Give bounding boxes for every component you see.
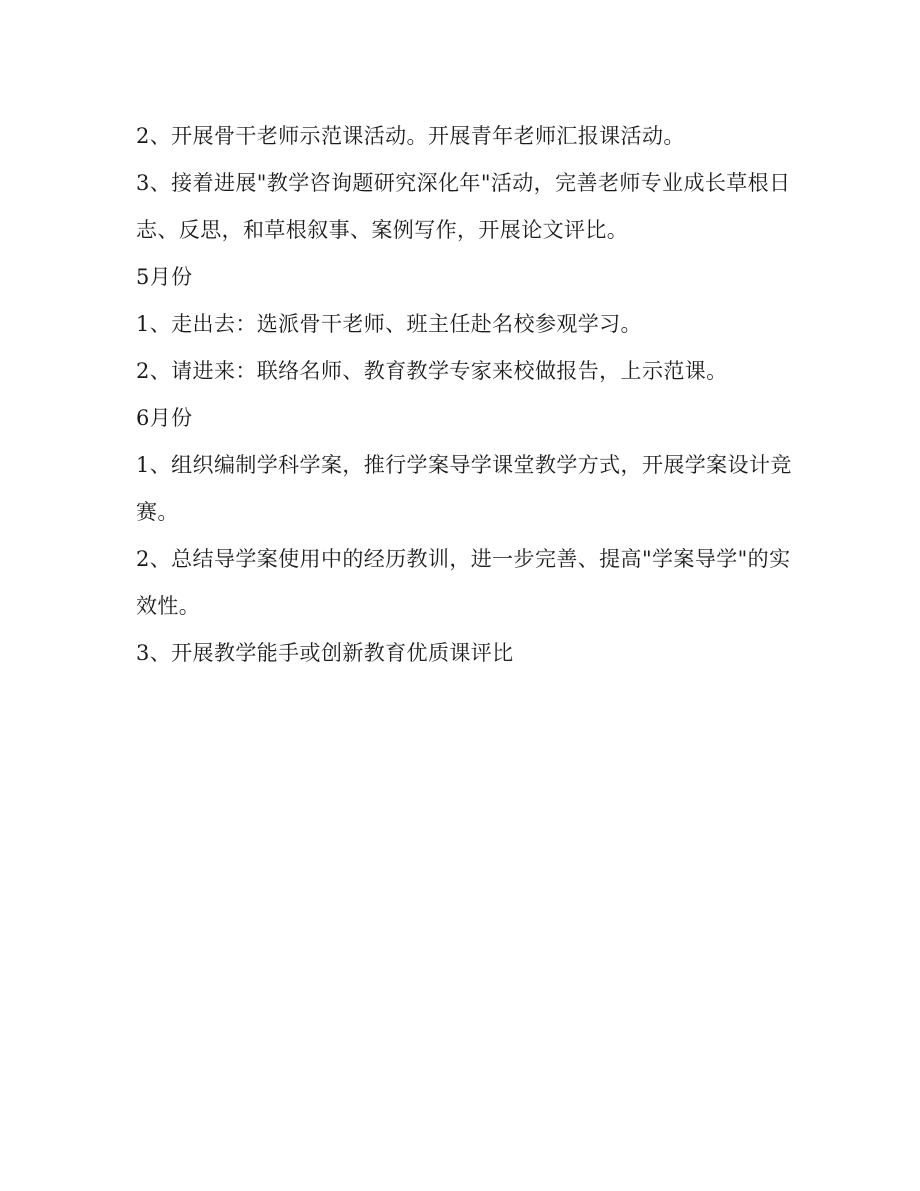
may-item-1: 1、走出去：选派骨干老师、班主任赴名校参观学习。 [136,312,642,336]
june-item-2-cont: 效性。 [136,594,201,618]
june-item-3: 3、开展教学能手或创新教育优质课评比 [136,641,514,665]
june-item-1-cont: 赛。 [136,500,179,524]
item-3-research-year: 3、接着进展"教学咨询题研究深化年"活动，完善老师专业成长草根日 [136,171,791,195]
june-item-2: 2、总结导学案使用中的经历教训，进一步完善、提高"学案导学"的实 [136,547,791,571]
item-2-demo-lessons: 2、开展骨干老师示范课活动。开展青年老师汇报课活动。 [136,124,685,148]
may-item-2: 2、请进来：联络名师、教育教学专家来校做报告，上示范课。 [136,359,728,383]
month-heading-june: 6月份 [136,406,193,430]
month-heading-may: 5月份 [136,265,193,289]
june-item-1: 1、组织编制学科学案，推行学案导学课堂教学方式，开展学案设计竞 [136,453,792,477]
item-3-research-year-cont: 志、反思，和草根叙事、案例写作，开展论文评比。 [136,218,629,242]
document-body [136,113,792,677]
